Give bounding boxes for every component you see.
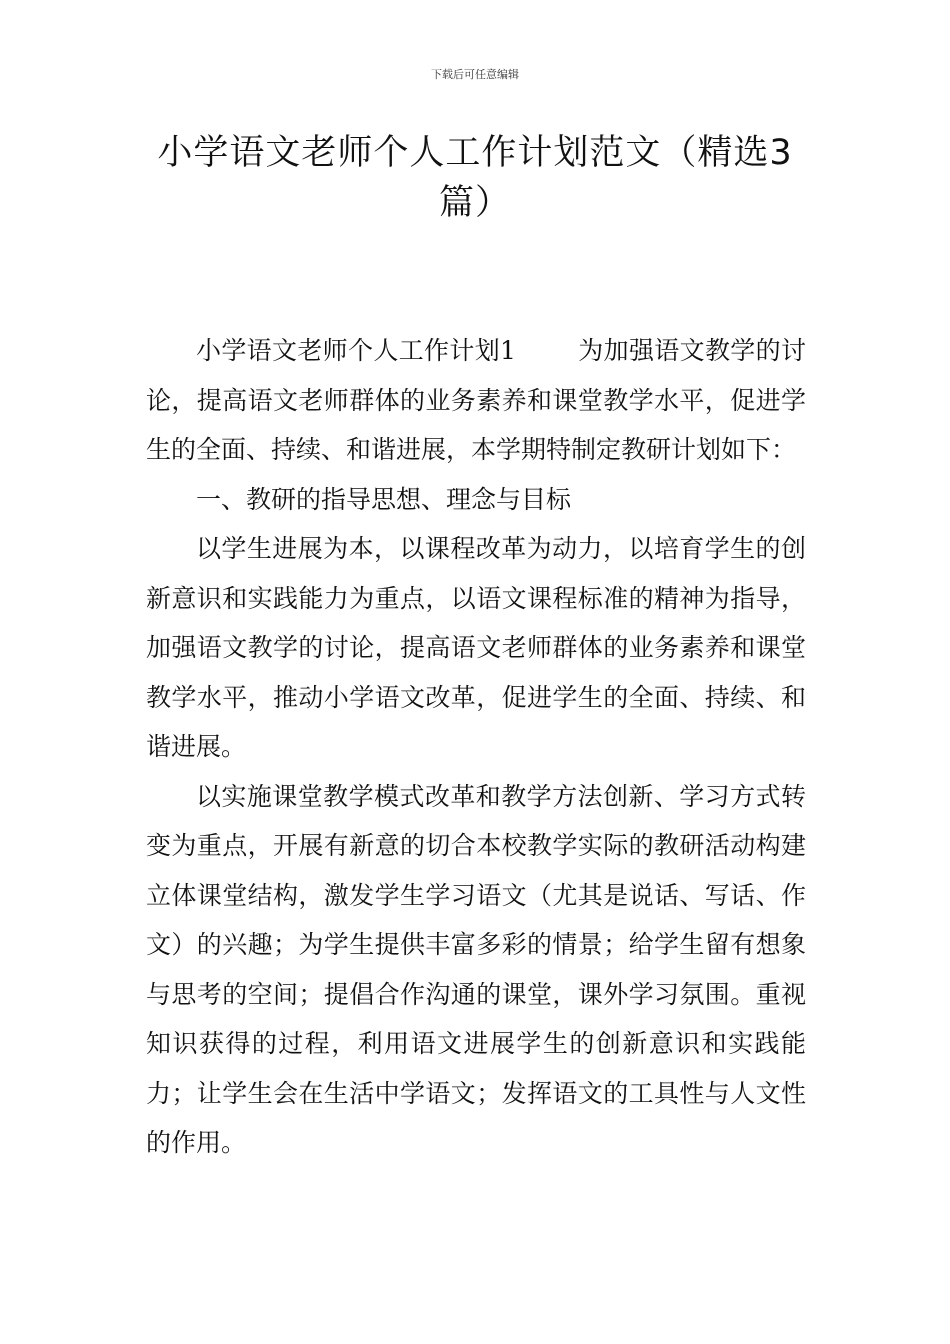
paragraph-3: 以学生进展为本，以课程改革为动力，以培育学生的创新意识和实践能力为重点，以语文课程标准的精神为指导，加强语文教学的讨论，提高语文老师群体的业务素养和课堂教学水平，推动小学语文改革，促进学生的全面、持续、和谐进展。 bbox=[146, 534, 806, 761]
header-note: 下载后可任意编辑 bbox=[431, 68, 519, 81]
document-body bbox=[146, 326, 806, 1168]
plan-heading: 小学语文老师个人工作计划1 bbox=[196, 336, 516, 365]
section-heading: 一、教研的指导思想、理念与目标 bbox=[196, 484, 572, 514]
paragraph-1-text: 为加强语文教学的讨论，提高语文老师群体的业务素养和课堂教学水平，促进学生的全面、持续、和谐进展，本学期特制定教研计划如下： bbox=[146, 336, 806, 464]
paragraph-4: 以实施课堂教学模式改革和教学方法创新、学习方式转变为重点，开展有新意的切合本校教学实际的教研活动构建立体课堂结构，激发学生学习语文（尤其是说话、写话、作文）的兴趣；为学生提供丰富多彩的情景；给学生留有想象与思考的空间；提倡合作沟通的课堂，课外学习氛围。重视知识获得的过程，利用语文进展学生的创新意识和实践能力；让学生会在生活中学语文；发挥语文的工具性与人文性的作用。 bbox=[146, 781, 806, 1157]
paragraph-1 bbox=[146, 326, 806, 475]
document-title: 小学语文老师个人工作计划范文（精选3篇） bbox=[157, 133, 793, 223]
